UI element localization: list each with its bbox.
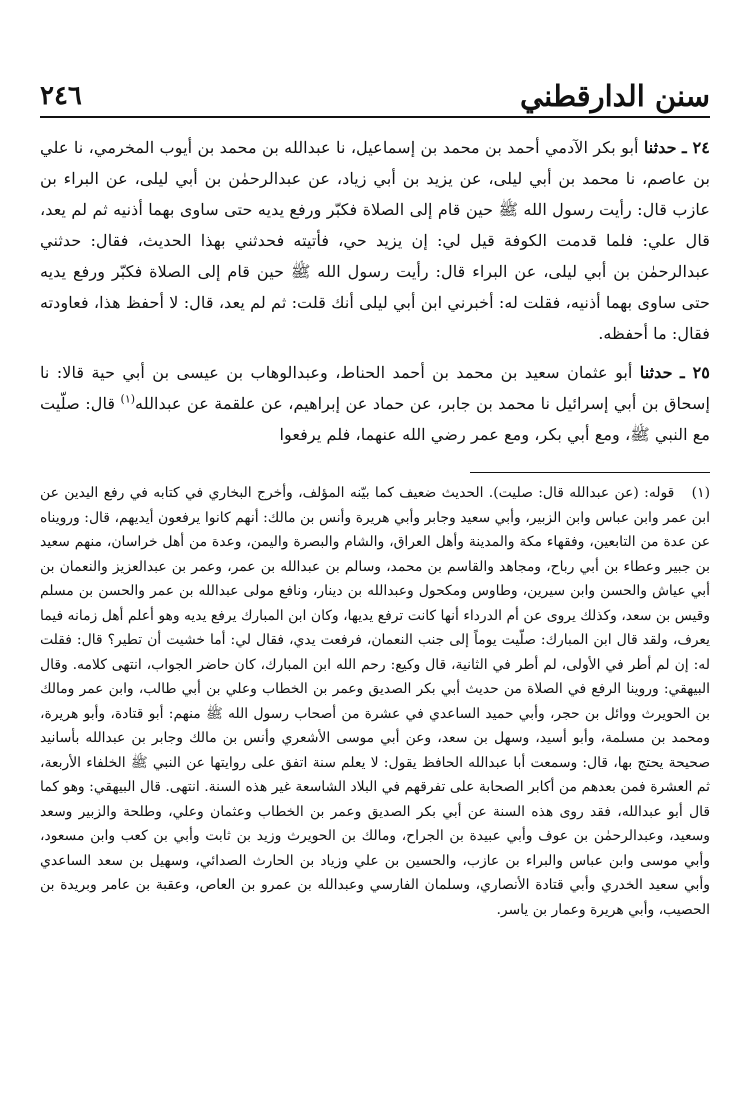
hadith-lead-word: حدثنا — [643, 138, 677, 157]
footnote-label: (١) — [691, 485, 710, 501]
hadith-25 — [40, 357, 710, 450]
hadith-text: أبو بكر الآدمي أحمد بن محمد بن إسماعيل، نا عبدالله بن محمد بن أيوب المخرمي، نا علي بن عاصم، نا محمد بن أبي ليلى، عن يزيد بن أبي زياد، عن عبدالرحمٰن بن أبي ليلى، عن البراء بن عازب قال: رأيت رسول الله ﷺ حين قام إلى الصلاة فكبّر ورفع يديه حتى ساوى بهما أذنيه ثم لم يعد، قال علي: فلما قدمت الكوفة قيل لي: إن يزيد حي، فأتيته فحدثني بهذا الحديث، فقال: حدثني عبدالرحمٰن بن أبي ليلى، عن البراء قال: رأيت رسول الله ﷺ حين قام إلى الصلاة فكبّر ورفع يديه حتى ساوى بهما أذنيه، فقلت له: أخبرني ابن أبي ليلى أنك قلت: ثم لم يعد، قال: لا أحفظ هذا، فعاودته فقال: ما أحفظه. — [40, 138, 710, 343]
page-header — [40, 70, 710, 118]
footnote-separator — [470, 472, 710, 473]
footnote-reference: (١) — [120, 392, 136, 406]
hadith-24 — [40, 132, 710, 349]
hadith-number: ٢٤ ـ — [682, 138, 710, 157]
footnote-1 — [40, 481, 710, 922]
page-number: ٢٤٦ — [40, 81, 82, 111]
footnote-text: قوله: (عن عبدالله قال: صليت). الحديث ضعيف كما بيّنه المؤلف، وأخرج البخاري في كتابه في رفع اليدين عن ابن عمر وابن عباس وابن الزبير، وأبي سعيد وجابر وأبي هريرة وأنس بن مالك: أنهم كانوا يرفعون أيديهم، قال: ورويناه عن عدة من التابعين، وفقهاء مكة والمدينة وأهل العراق، والشام والبصرة واليمن، وعدة من أهل خراسان، منهم سعيد بن جبير وعطاء بن أبي رباح، ومجاهد والقاسم بن محمد، وسالم بن عبدالله بن عمر، وعمر بن عبدالعزيز والنعمان بن أبي عياش والحسن وابن سيرين، وطاوس ومكحول وعبدالله بن دينار، ونافع مولى عبدالله بن عمر والحسن بن مسلم وقيس بن سعد، وكذلك يروى عن أم الدرداء أنها كانت ترفع يديها، وكان ابن المبارك يرفع يديه وهو أعلم أهل زمانه فيما يعرف، ولقد قال ابن المبارك: صلّيت يوماً إلى جنب النعمان، فرفعت يدي، فقال لي: أما خشيت أن تطير؟ قال: فقلت له: إن لم أطر في الأولى، لم أطر في الثانية، قال وكيع: رحم الله ابن المبارك، كان حاضر الجواب، انتهى كلامه. وقال البيهقي: وروينا الرفع في الصلاة من حديث أبي بكر الصديق وعمر بن الخطاب وعلي بن أبي طالب، وابن عمر ومالك بن الحويرث ووائل بن حجر، وأبي حميد الساعدي في عشرة من أصحاب رسول الله ﷺ منهم: أبو قتادة، وأبو هريرة، ومحمد بن مسلمة، وأبو أسيد، وسهل بن سعد، وعن أبي موسى الأشعري وأنس بن مالك وجابر بن عبدالله بأسانيد صحيحة يحتج بها، قال: وسمعت أبا عبدالله الحافظ يقول: لا يعلم سنة اتفق على روايتها عن النبي ﷺ الخلفاء الأربعة، ثم العشرة فمن بعدهم من أكابر الصحابة على تفرقهم في البلاد الشاسعة غير هذه السنة. انتهى. قال البيهقي: وهو كما قال أبو عبدالله، فقد روى هذه السنة عن أبي بكر الصديق وعمر بن الخطاب وعثمان وعلي، وطلحة والزبير وسعد وسعيد، وعبدالرحمٰن بن عوف وأبي عبيدة بن الجراح، ومالك بن الحويرث وزيد بن ثابت وأبي بن كعب وابن مسعود، وأبي موسى وابن عباس والبراء بن عازب، والحسين بن علي وزياد بن الحارث الصدائي، وسهيل بن سعد الساعدي وأبي سعيد الخدري وأبي قتادة الأنصاري، وسلمان الفارسي وعبدالله بن عمرو بن العاص، وعقبة بن عامر وبريدة بن الحصيب، وأبي هريرة وعمار بن ياسر. — [40, 485, 710, 918]
hadith-lead-word: حدثنا — [639, 363, 673, 382]
book-title: سنن الدارقطني — [520, 79, 710, 113]
hadith-text: أبو عثمان سعيد بن محمد بن أحمد الحناط، وعبدالوهاب بن عيسى بن أبي حية قالا: نا إسحاق بن أبي إسرائيل نا محمد بن جابر، عن حماد عن إبراهيم، عن علقمة عن عبدالله — [40, 363, 710, 413]
hadith-number: ٢٥ ـ — [679, 363, 710, 382]
hadith-text-continued: قال: صلّيت مع النبي ﷺ، ومع أبي بكر، ومع عمر رضي الله عنهما، فلم يرفعوا — [40, 394, 710, 444]
